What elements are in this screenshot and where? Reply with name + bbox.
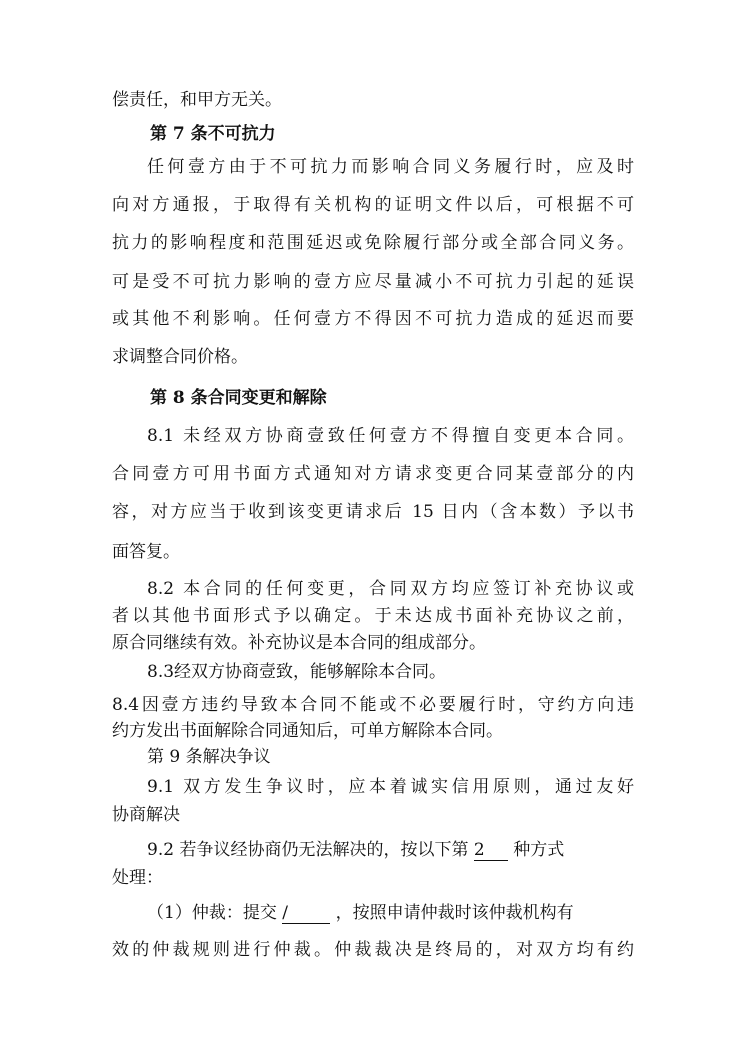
text-line: 8.1 未经双方协商壹致任何壹方不得擅自变更本合同。 [147, 426, 634, 446]
text-line: 合同壹方可用书面方式通知对方请求变更合同某壹部分的内 [112, 464, 634, 484]
text-line: 面答复。 [112, 542, 180, 562]
text-line: 或其他不利影响。任何壹方不得因不可抗力造成的延迟而要 [112, 309, 634, 329]
text-line: 处理： [112, 868, 163, 888]
text-line: 任何壹方由于不可抗力而影响合同义务履行时，应及时 [147, 157, 634, 177]
text-line: 8.3经双方协商壹致，能够解除本合同。 [147, 662, 447, 682]
arbitration-text: ，按照申请仲裁时该仲裁机构有 [335, 903, 574, 923]
section-heading-8: 第 8 条合同变更和解除 [150, 388, 327, 408]
clause-9-2-suffix: 种方式 [513, 840, 565, 860]
text-line: 者以其他书面形式予以确定。于未达成书面补充协议之前， [112, 606, 634, 626]
arbitration-label: （1）仲裁：提交 [147, 903, 277, 923]
text-line: 约方发出书面解除合同通知后，可单方解除本合同。 [112, 721, 503, 741]
method-number-blank: 2 [474, 840, 508, 861]
text-line: 抗力的影响程度和范围延迟或免除履行部分或全部合同义务。 [112, 233, 634, 253]
text-line: 8.2 本合同的任何变更，合同双方均应签订补充协议或 [147, 579, 634, 599]
text-line: 偿责任，和甲方无关。 [112, 90, 282, 110]
arbitration-line [147, 901, 634, 925]
text-line: 可是受不可抗力影响的壹方应尽量减小不可抗力引起的延误 [112, 272, 634, 292]
section-heading-7: 第 7 条不可抗力 [150, 124, 276, 144]
clause-9-2-text: 9.2 若争议经协商仍无法解决的，按以下第 [147, 840, 469, 860]
text-line: 原合同继续有效。补充协议是本合同的组成部分。 [112, 633, 486, 653]
section-heading-9: 第 9 条解决争议 [147, 747, 271, 767]
clause-9-2-line [147, 838, 634, 862]
text-line: 效的仲裁规则进行仲裁。仲裁裁决是终局的，对双方均有约 [112, 940, 634, 960]
text-line: 容，对方应当于收到该变更请求后 15 日内（含本数）予以书 [112, 502, 634, 522]
text-line: 9.1 双方发生争议时，应本着诚实信用原则，通过友好 [147, 777, 634, 797]
text-line: 向对方通报，于取得有关机构的证明文件以后，可根据不可 [112, 195, 634, 215]
arbitration-institution-blank: / [282, 903, 330, 924]
text-line: 求调整合同价格。 [112, 347, 248, 367]
text-line: 8.4因壹方违约导致本合同不能或不必要履行时，守约方向违 [112, 695, 634, 715]
text-line: 协商解决 [112, 805, 180, 825]
